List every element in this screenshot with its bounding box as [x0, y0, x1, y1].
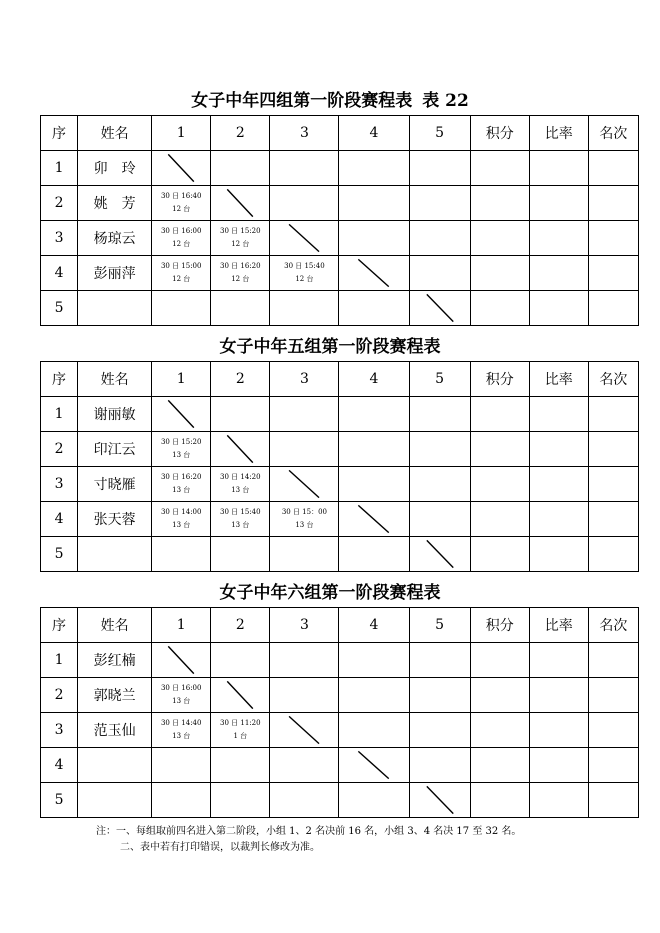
- table-row: [41, 783, 639, 818]
- match-table: 12 台: [231, 275, 250, 283]
- table-row: [41, 678, 639, 713]
- self-match-diagonal: [409, 291, 470, 326]
- schedule-table: [40, 115, 639, 326]
- player-name-cell: 姚 芳: [78, 186, 152, 221]
- ratio-cell: [529, 783, 588, 818]
- empty-match-cell: [339, 397, 409, 432]
- player-name-cell: 郭晓兰: [78, 678, 152, 713]
- header-rank: 名次: [588, 608, 638, 643]
- header-score: 积分: [470, 608, 529, 643]
- table-row: [41, 502, 639, 537]
- header-p3: 3: [270, 362, 339, 397]
- empty-match-cell: [270, 432, 339, 467]
- table-row: [41, 643, 639, 678]
- empty-match-cell: [152, 291, 211, 326]
- empty-match-cell: [339, 713, 409, 748]
- seq-cell: 2: [41, 186, 78, 221]
- match-schedule-cell: [152, 678, 211, 713]
- rank-cell: [588, 186, 638, 221]
- seq-cell: 4: [41, 502, 78, 537]
- empty-match-cell: [339, 643, 409, 678]
- table-row: [41, 432, 639, 467]
- self-match-diagonal: [270, 467, 339, 502]
- match-schedule-cell: [152, 256, 211, 291]
- diagonal-slash: [410, 291, 470, 325]
- match-schedule-cell: [152, 221, 211, 256]
- rank-cell: [588, 783, 638, 818]
- header-p1: 1: [152, 608, 211, 643]
- table-title: [0, 578, 660, 603]
- rank-cell: [588, 221, 638, 256]
- match-schedule-cell: [152, 467, 211, 502]
- self-match-diagonal: [211, 678, 270, 713]
- match-time: 30 日 15:00: [160, 262, 202, 270]
- match-time: 30 日 15:40: [284, 262, 325, 270]
- ratio-cell: [529, 643, 588, 678]
- empty-match-cell: [270, 291, 339, 326]
- rank-cell: [588, 256, 638, 291]
- header-p3: 3: [270, 608, 339, 643]
- table-row: [41, 291, 639, 326]
- player-name-cell: 范玉仙: [78, 713, 152, 748]
- header-p2: 2: [211, 608, 270, 643]
- rank-cell: [588, 502, 638, 537]
- empty-match-cell: [211, 748, 270, 783]
- rank-cell: [588, 432, 638, 467]
- score-cell: [470, 397, 529, 432]
- match-schedule-cell: [211, 221, 270, 256]
- match-schedule-cell: [152, 432, 211, 467]
- match-schedule-cell: [211, 256, 270, 291]
- self-match-diagonal: [152, 151, 211, 186]
- match-time: 30 日 15:20: [220, 227, 261, 235]
- match-table: 12 台: [295, 275, 314, 283]
- seq-cell: 3: [41, 467, 78, 502]
- seq-cell: 2: [41, 432, 78, 467]
- score-cell: [470, 432, 529, 467]
- empty-match-cell: [152, 783, 211, 818]
- match-time: 30 日 15：00: [281, 508, 327, 516]
- match-time: 30 日 14:40: [160, 719, 202, 727]
- self-match-diagonal: [409, 783, 470, 818]
- empty-match-cell: [211, 151, 270, 186]
- player-name-cell: 彭丽萍: [78, 256, 152, 291]
- rank-cell: [588, 151, 638, 186]
- header-score: 积分: [470, 362, 529, 397]
- empty-match-cell: [152, 748, 211, 783]
- match-time: 30 日 11:20: [220, 719, 261, 727]
- empty-match-cell: [339, 291, 409, 326]
- match-schedule-cell: [270, 256, 339, 291]
- empty-match-cell: [339, 537, 409, 572]
- header-name: 姓名: [78, 362, 152, 397]
- match-table: 13 台: [295, 521, 314, 529]
- self-match-diagonal: [152, 397, 211, 432]
- self-match-diagonal: [409, 537, 470, 572]
- score-cell: [470, 256, 529, 291]
- match-schedule-cell: [152, 186, 211, 221]
- match-table: 13 台: [172, 732, 191, 740]
- header-row: [41, 362, 639, 397]
- diagonal-slash: [152, 151, 210, 185]
- score-cell: [470, 502, 529, 537]
- table-title: [0, 332, 660, 357]
- score-cell: [470, 291, 529, 326]
- empty-match-cell: [409, 678, 470, 713]
- score-cell: [470, 643, 529, 678]
- ratio-cell: [529, 397, 588, 432]
- empty-match-cell: [211, 783, 270, 818]
- match-table: 13 台: [231, 486, 250, 494]
- header-row: [41, 116, 639, 151]
- empty-match-cell: [270, 151, 339, 186]
- empty-match-cell: [270, 643, 339, 678]
- match-schedule-cell: [211, 713, 270, 748]
- match-schedule-cell: [270, 502, 339, 537]
- diagonal-slash: [270, 467, 338, 501]
- table-row: [41, 221, 639, 256]
- seq-cell: 4: [41, 748, 78, 783]
- self-match-diagonal: [152, 643, 211, 678]
- table-title-text: 女子中年五组第一阶段赛程表: [219, 337, 441, 357]
- seq-cell: 1: [41, 397, 78, 432]
- diagonal-slash: [211, 186, 269, 220]
- empty-match-cell: [152, 537, 211, 572]
- ratio-cell: [529, 221, 588, 256]
- table-row: [41, 748, 639, 783]
- empty-match-cell: [270, 186, 339, 221]
- ratio-cell: [529, 748, 588, 783]
- header-p5: 5: [409, 608, 470, 643]
- player-name-cell: [78, 537, 152, 572]
- header-name: 姓名: [78, 116, 152, 151]
- rank-cell: [588, 643, 638, 678]
- header-ratio: 比率: [529, 116, 588, 151]
- empty-match-cell: [270, 537, 339, 572]
- seq-cell: 1: [41, 643, 78, 678]
- header-p5: 5: [409, 116, 470, 151]
- diagonal-slash: [270, 713, 338, 747]
- header-p2: 2: [211, 116, 270, 151]
- player-name-cell: 杨琼云: [78, 221, 152, 256]
- header-p5: 5: [409, 362, 470, 397]
- ratio-cell: [529, 502, 588, 537]
- empty-match-cell: [409, 397, 470, 432]
- rank-cell: [588, 537, 638, 572]
- header-p4: 4: [339, 116, 409, 151]
- schedule-table: [40, 607, 639, 818]
- header-name: 姓名: [78, 608, 152, 643]
- match-time: 30 日 15:40: [220, 508, 261, 516]
- empty-match-cell: [409, 713, 470, 748]
- empty-match-cell: [270, 783, 339, 818]
- match-table: 13 台: [172, 486, 191, 494]
- empty-match-cell: [339, 151, 409, 186]
- diagonal-slash: [339, 748, 408, 782]
- empty-match-cell: [409, 502, 470, 537]
- diagonal-slash: [410, 783, 470, 817]
- self-match-diagonal: [339, 748, 409, 783]
- match-schedule-cell: [211, 502, 270, 537]
- footnote-line: 二、表中若有打印错误，以裁判长修改为准。: [120, 842, 320, 853]
- empty-match-cell: [211, 291, 270, 326]
- header-rank: 名次: [588, 116, 638, 151]
- diagonal-slash: [152, 643, 210, 677]
- diagonal-slash: [152, 397, 210, 431]
- empty-match-cell: [339, 432, 409, 467]
- player-name-cell: 彭红楠: [78, 643, 152, 678]
- match-time: 30 日 16:40: [160, 192, 202, 200]
- empty-match-cell: [211, 537, 270, 572]
- ratio-cell: [529, 291, 588, 326]
- header-seq: 序: [41, 362, 78, 397]
- self-match-diagonal: [211, 432, 270, 467]
- empty-match-cell: [339, 186, 409, 221]
- empty-match-cell: [409, 432, 470, 467]
- match-table: 12 台: [172, 240, 191, 248]
- self-match-diagonal: [211, 186, 270, 221]
- player-name-cell: 卯 玲: [78, 151, 152, 186]
- self-match-diagonal: [339, 256, 409, 291]
- table-row: [41, 186, 639, 221]
- player-name-cell: 谢丽敏: [78, 397, 152, 432]
- rank-cell: [588, 291, 638, 326]
- diagonal-slash: [211, 678, 269, 712]
- match-time: 30 日 16:00: [160, 227, 202, 235]
- match-table: 1 台: [233, 732, 248, 740]
- table-title: [0, 86, 660, 111]
- empty-match-cell: [409, 748, 470, 783]
- score-cell: [470, 713, 529, 748]
- match-table: 12 台: [172, 205, 191, 213]
- table-row: [41, 713, 639, 748]
- empty-match-cell: [409, 643, 470, 678]
- match-time: 30 日 16:20: [160, 473, 202, 481]
- match-table: 13 台: [231, 521, 250, 529]
- empty-match-cell: [211, 397, 270, 432]
- header-p4: 4: [339, 362, 409, 397]
- match-table: 13 台: [172, 521, 191, 529]
- empty-match-cell: [270, 678, 339, 713]
- seq-cell: 2: [41, 678, 78, 713]
- player-name-cell: 印江云: [78, 432, 152, 467]
- match-table: 13 台: [172, 697, 191, 705]
- header-p1: 1: [152, 362, 211, 397]
- match-time: 30 日 15:20: [160, 438, 202, 446]
- header-score: 积分: [470, 116, 529, 151]
- match-schedule-cell: [152, 502, 211, 537]
- ratio-cell: [529, 432, 588, 467]
- player-name-cell: [78, 291, 152, 326]
- diagonal-slash: [270, 221, 338, 255]
- diagonal-slash: [410, 537, 470, 571]
- self-match-diagonal: [339, 502, 409, 537]
- self-match-diagonal: [270, 713, 339, 748]
- header-seq: 序: [41, 116, 78, 151]
- diagonal-slash: [339, 502, 408, 536]
- table-row: [41, 537, 639, 572]
- seq-cell: 1: [41, 151, 78, 186]
- player-name-cell: [78, 783, 152, 818]
- header-rank: 名次: [588, 362, 638, 397]
- ratio-cell: [529, 678, 588, 713]
- match-table: 12 台: [231, 240, 250, 248]
- header-row: [41, 608, 639, 643]
- player-name-cell: 张天蓉: [78, 502, 152, 537]
- ratio-cell: [529, 256, 588, 291]
- table-row: [41, 151, 639, 186]
- rank-cell: [588, 678, 638, 713]
- header-p4: 4: [339, 608, 409, 643]
- empty-match-cell: [339, 221, 409, 256]
- empty-match-cell: [409, 151, 470, 186]
- table-row: [41, 256, 639, 291]
- seq-cell: 5: [41, 291, 78, 326]
- ratio-cell: [529, 467, 588, 502]
- match-schedule-cell: [211, 467, 270, 502]
- score-cell: [470, 678, 529, 713]
- rank-cell: [588, 748, 638, 783]
- empty-match-cell: [339, 783, 409, 818]
- match-table: 12 台: [172, 275, 191, 283]
- empty-match-cell: [339, 678, 409, 713]
- self-match-diagonal: [270, 221, 339, 256]
- match-schedule-cell: [152, 713, 211, 748]
- table-row: [41, 467, 639, 502]
- rank-cell: [588, 397, 638, 432]
- seq-cell: 5: [41, 537, 78, 572]
- match-time: 30 日 14:20: [220, 473, 261, 481]
- table-row: [41, 397, 639, 432]
- match-time: 30 日 14:00: [160, 508, 202, 516]
- table-number: 表 22: [422, 91, 469, 111]
- ratio-cell: [529, 713, 588, 748]
- header-seq: 序: [41, 608, 78, 643]
- score-cell: [470, 783, 529, 818]
- ratio-cell: [529, 537, 588, 572]
- score-cell: [470, 748, 529, 783]
- diagonal-slash: [339, 256, 408, 290]
- empty-match-cell: [211, 643, 270, 678]
- footnote-line: 注：一、每组取前四名进入第二阶段，小组 1、2 名决前 16 名，小组 3、4 名决 17 至 32 名。: [96, 826, 522, 837]
- seq-cell: 3: [41, 221, 78, 256]
- rank-cell: [588, 713, 638, 748]
- empty-match-cell: [409, 256, 470, 291]
- match-table: 13 台: [172, 451, 191, 459]
- empty-match-cell: [270, 748, 339, 783]
- header-ratio: 比率: [529, 608, 588, 643]
- ratio-cell: [529, 186, 588, 221]
- schedule-table: [40, 361, 639, 572]
- player-name-cell: 寸晓雁: [78, 467, 152, 502]
- seq-cell: 4: [41, 256, 78, 291]
- empty-match-cell: [409, 467, 470, 502]
- seq-cell: 3: [41, 713, 78, 748]
- player-name-cell: [78, 748, 152, 783]
- rank-cell: [588, 467, 638, 502]
- score-cell: [470, 537, 529, 572]
- score-cell: [470, 221, 529, 256]
- ratio-cell: [529, 151, 588, 186]
- header-ratio: 比率: [529, 362, 588, 397]
- seq-cell: 5: [41, 783, 78, 818]
- empty-match-cell: [409, 186, 470, 221]
- diagonal-slash: [211, 432, 269, 466]
- header-p3: 3: [270, 116, 339, 151]
- table-title-text: 女子中年四组第一阶段赛程表: [191, 91, 413, 111]
- score-cell: [470, 151, 529, 186]
- score-cell: [470, 186, 529, 221]
- header-p2: 2: [211, 362, 270, 397]
- match-time: 30 日 16:00: [160, 684, 202, 692]
- match-time: 30 日 16:20: [220, 262, 261, 270]
- table-title-text: 女子中年六组第一阶段赛程表: [219, 583, 441, 603]
- empty-match-cell: [270, 397, 339, 432]
- empty-match-cell: [339, 467, 409, 502]
- header-p1: 1: [152, 116, 211, 151]
- score-cell: [470, 467, 529, 502]
- empty-match-cell: [409, 221, 470, 256]
